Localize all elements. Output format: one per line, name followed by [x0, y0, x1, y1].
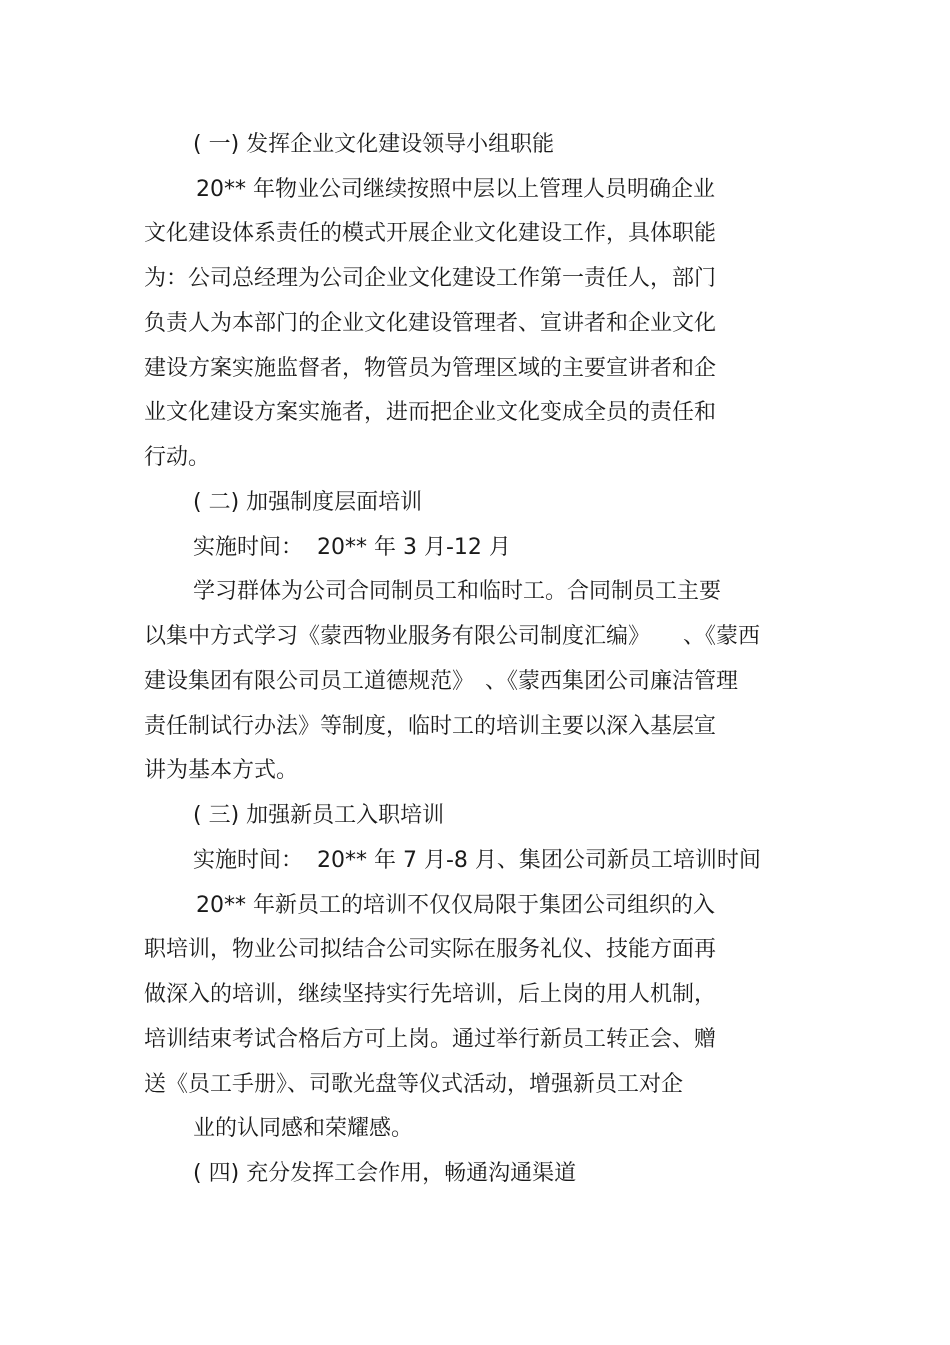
paragraph-3-line-3: 做深入的培训，继续坚持实行先培训，后上岗的用人机制，	[144, 982, 717, 1007]
paragraph-1-line-2: 文化建设体系责任的模式开展企业文化建设工作，具体职能	[144, 221, 717, 246]
paragraph-3-line-2: 职培训，物业公司拟结合公司实际在服务礼仪、技能方面再	[144, 937, 717, 962]
paragraph-2-line-3: 建设集团有限公司员工道德规范》 、《蒙西集团公司廉洁管理	[144, 669, 739, 694]
schedule-line-2: 实施时间： 20** 年 7 月-8 月、集团公司新员工培训时间	[193, 848, 761, 873]
paragraph-1-line-4: 负责人为本部门的企业文化建设管理者、宣讲者和企业文化	[144, 311, 717, 336]
heading-4: ( 四) 充分发挥工会作用，畅通沟通渠道	[193, 1161, 577, 1186]
paragraph-1-line-1: 20** 年物业公司继续按照中层以上管理人员明确企业	[196, 177, 715, 202]
heading-3: ( 三) 加强新员工入职培训	[193, 803, 445, 828]
paragraph-1-line-7: 行动。	[144, 445, 211, 470]
schedule-line-1: 实施时间： 20** 年 3 月-12 月	[193, 535, 511, 560]
paragraph-2-line-1: 学习群体为公司合同制员工和临时工。合同制员工主要	[193, 579, 722, 604]
paragraph-1-line-3: 为：公司总经理为公司企业文化建设工作第一责任人，部门	[144, 266, 717, 291]
paragraph-3-line-1: 20** 年新员工的培训不仅仅局限于集团公司组织的入	[196, 893, 715, 918]
paragraph-2-line-2: 以集中方式学习《蒙西物业服务有限公司制度汇编》 、《蒙西	[144, 624, 761, 649]
paragraph-3-line-5: 送《员工手册》、司歌光盘等仪式活动，增强新员工对企	[144, 1072, 684, 1097]
paragraph-2-line-4: 责任制试行办法》等制度，临时工的培训主要以深入基层宣	[144, 714, 717, 739]
paragraph-1-line-6: 业文化建设方案实施者，进而把企业文化变成全员的责任和	[144, 400, 717, 425]
paragraph-3-line-4: 培训结束考试合格后方可上岗。通过举行新员工转正会、赠	[144, 1027, 717, 1052]
paragraph-3-line-6: 业的认同感和荣耀感。	[193, 1116, 414, 1141]
paragraph-1-line-5: 建设方案实施监督者，物管员为管理区域的主要宣讲者和企	[144, 356, 717, 381]
paragraph-2-line-5: 讲为基本方式。	[144, 758, 299, 783]
heading-1: ( 一) 发挥企业文化建设领导小组职能	[193, 132, 555, 157]
heading-2: ( 二) 加强制度层面培训	[193, 490, 423, 515]
